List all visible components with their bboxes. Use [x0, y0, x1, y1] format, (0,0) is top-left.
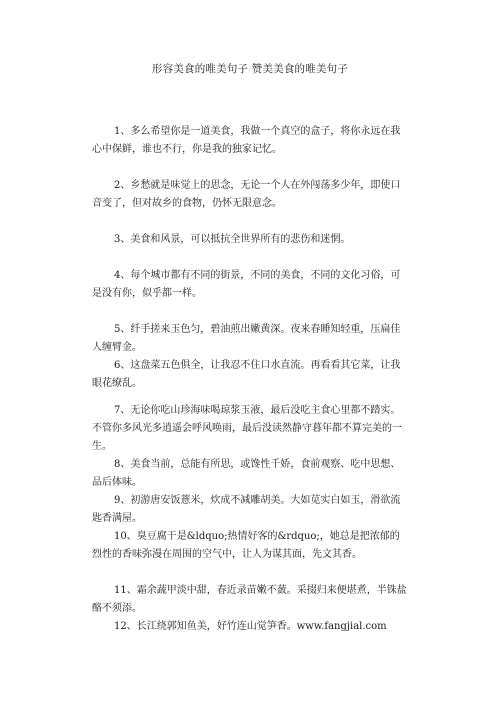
paragraph-12: 12、长江绕郭知鱼美，好竹连山觉笋香。www.fangjial.com — [114, 621, 387, 632]
paragraph-10: 10、臭豆腐干是&ldquo;热情好客的&rdquo;，她总是把浓郁的烈性的香味弥漫在周围的空气中，让人为谋其面，先文其香。 — [92, 531, 400, 560]
paragraph-1: 1、多么希望你是一道美食，我做一个真空的盒子，将你永远在我心中保鲜，谁也不行，你是我的独家记忆。 — [92, 126, 401, 155]
paragraph-3: 3、美食和风景，可以抵抗全世界所有的悲伤和迷惘。 — [114, 234, 351, 245]
paragraph-2: 2、乡愁就是味觉上的思念，无论一个人在外闯荡多少年，即使口音变了，但对故乡的食物，仍怀无限意念。 — [92, 180, 401, 209]
paragraph-4: 4、每个城市都有不同的街景，不同的美食，不同的文化习俗，可是没有你，似乎都一样。 — [92, 270, 401, 299]
paragraph-6: 6、这盘菜五色俱全，让我忍不住口水直流。再看看其它菜，让我眼花缭乱。 — [92, 360, 401, 389]
paragraph-11: 11、霜余蔬甲淡中甜，春近录苗嫩不蔹。采掇归来便堪煮，半铢盐酪不须添。 — [92, 585, 407, 614]
document-title: 形容美食的唯美句子 赞美美食的唯美句子 — [151, 63, 349, 75]
paragraph-7: 7、无论你吃山珍海味喝琼浆玉液，最后没吃主食心里都不踏实。不管你多风光多逍遥会呼风唤雨，最后没读然静守暮年都不算完美的一生。 — [92, 405, 402, 452]
paragraph-8: 8、美食当前，总能有所思，或馋性千娇，食前观察、吃中思想、品后体味。 — [92, 459, 401, 488]
paragraph-5: 5、纤手搓来玉色匀，碧油煎出嫩黄深。夜来春睡知轻重，压扁佳人缠臂金。 — [92, 324, 401, 353]
paragraph-9: 9、初游唐安饭薏米，炊成不减雕胡美。大如苋实白如玉，滑欲流匙香满屋。 — [92, 495, 401, 524]
